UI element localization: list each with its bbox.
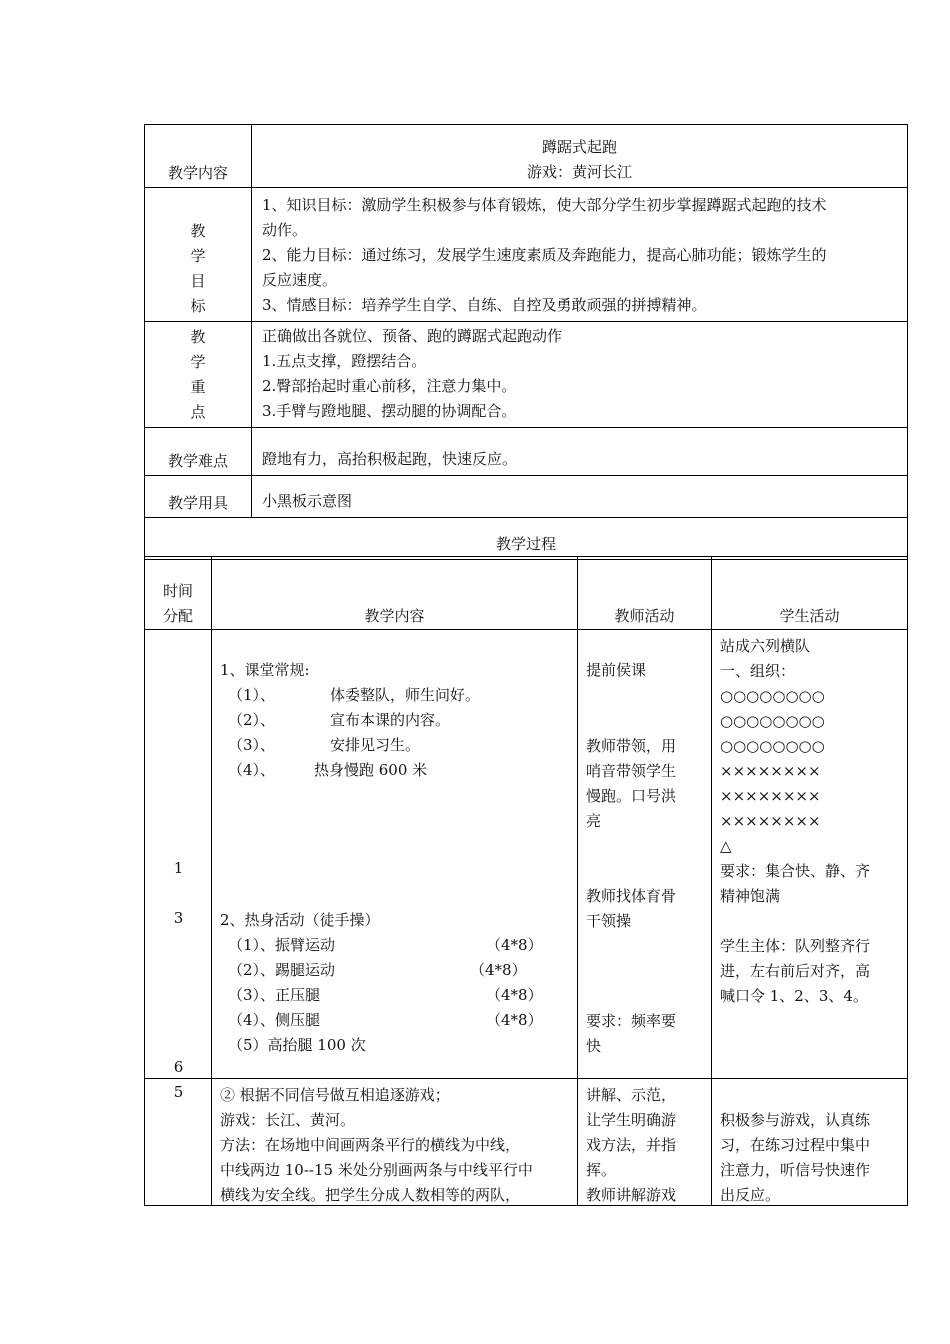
warmup-item: （5）高抬腿 100 次 — [228, 1036, 366, 1054]
key-point-line: 正确做出各就位、预备、跑的蹲踞式起跑动作 — [262, 327, 563, 345]
game-title: 游戏：黄河长江 — [526, 163, 632, 181]
routine-text: 安排见习生。 — [330, 736, 421, 754]
process-title-row — [145, 518, 908, 560]
teacher-block: 教师带领，用 哨音带领学生 慢跑。口号洪 亮 — [586, 737, 677, 830]
routine-num: （3）、 — [228, 736, 276, 754]
warmup-item: （2）、踢腿运动 — [228, 961, 336, 979]
content-row — [145, 125, 908, 188]
time-value: 1 — [173, 859, 184, 877]
teacher-block: 要求：频率要 快 — [586, 1012, 677, 1055]
lesson-info-table — [144, 124, 908, 560]
warmup-count: （4*8） — [486, 936, 543, 954]
routine-text: 体委整队，师生问好。 — [330, 686, 481, 704]
formation-row: ○○○○○○○○ — [720, 687, 825, 705]
warmup-count: （4*8） — [470, 961, 527, 979]
teacher-block: 教师找体育骨 干领操 — [586, 887, 677, 930]
goal-line: 反应速度。 — [262, 271, 338, 289]
routine-num: （1）、 — [228, 686, 276, 704]
time-value: 5 — [173, 1083, 184, 1101]
process-row-1 — [145, 630, 908, 1079]
time-cell — [145, 630, 212, 1079]
goals-cell — [252, 188, 908, 322]
formation-row: ×××××××× — [720, 812, 821, 830]
formation-row: ○○○○○○○○ — [720, 712, 825, 730]
key-point-line: 3.手臂与蹬地腿、摆动腿的协调配合。 — [262, 402, 517, 420]
student-block: 积极参与游戏，认真练 习，在练习过程中集中 注意力，听信号快速作 出反应。 — [720, 1111, 871, 1204]
tools-text: 小黑板示意图 — [252, 476, 908, 518]
process-table — [144, 556, 908, 1206]
key-point-line: 2.臀部抬起时重心前移，注意力集中。 — [262, 377, 517, 395]
key-points-row — [145, 322, 908, 428]
teacher-text: 提前侯课 — [586, 661, 647, 679]
teacher-position: △ — [720, 837, 732, 855]
tools-row — [145, 476, 908, 518]
student-block: 站成六列横队 一、组织： ○○○○○○○○ ○○○○○○○○ ○○○○○○○○ ×××××××× ×××××××× ×××××××× △ 要求：集合快、静、齐 精神饱满 — [720, 637, 871, 905]
warmup-item: （4）、侧压腿 — [228, 1011, 321, 1029]
content-cell — [212, 1079, 578, 1206]
goal-line: 2、能力目标：通过练习，发展学生速度素质及奔跑能力，提高心肺功能；锻炼学生的 — [262, 246, 827, 264]
content-cell — [212, 630, 578, 1079]
student-cell — [712, 630, 908, 1079]
formation-row: ×××××××× — [720, 787, 821, 805]
warmup-count: （4*8） — [486, 986, 543, 1004]
routine-text: 宣布本课的内容。 — [330, 711, 451, 729]
difficulty-label: 教学难点 — [145, 428, 252, 476]
process-row-2 — [145, 1079, 908, 1206]
teacher-cell — [578, 1079, 712, 1206]
teacher-cell — [578, 630, 712, 1079]
game-description: ② 根据不同信号做互相追逐游戏； 游戏：长江、黄河。 方法：在场地中间画两条平行的横线为中线， 中线两边 10--15 米处分别画两条与中线平行中 横线为安全线。把学生分成人数相等的两队， — [220, 1086, 533, 1204]
content-label: 教学内容 — [145, 125, 252, 188]
difficulty-text: 蹬地有力，高抬积极起跑，快速反应。 — [252, 428, 908, 476]
time-value: 6 — [173, 1058, 184, 1076]
routine-num: （2）、 — [228, 711, 276, 729]
key-points-cell — [252, 322, 908, 428]
warmup-item: （1）、振臂运动 — [228, 936, 336, 954]
time-header: 时间 分配 — [145, 557, 212, 630]
difficulty-row — [145, 428, 908, 476]
routine-text: 热身慢跑 600 米 — [314, 761, 428, 779]
student-block: 学生主体：队列整齐行 进，左右前后对齐，高 喊口令 1、2、3、4。 — [720, 937, 871, 1005]
warmup-title: 2、热身活动（徒手操） — [220, 911, 380, 929]
warmup-item: （3）、正压腿 — [228, 986, 321, 1004]
goals-row — [145, 188, 908, 322]
teacher-header: 教师活动 — [578, 557, 712, 630]
goal-line: 1、知识目标：激励学生积极参与体育锻炼，使大部分学生初步掌握蹲踞式起跑的技术 — [262, 196, 827, 214]
formation-row: ×××××××× — [720, 762, 821, 780]
goal-line: 3、情感目标：培养学生自学、自练、自控及勇敢顽强的拼搏精神。 — [262, 296, 707, 314]
content-cell — [252, 125, 908, 188]
teacher-block: 讲解、示范， 让学生明确游 戏方法，并指 挥。 教师讲解游戏 — [586, 1086, 677, 1204]
column-header-row — [145, 557, 908, 630]
process-title: 教学过程 — [145, 518, 908, 560]
lesson-title: 蹲踞式起跑 — [541, 138, 617, 156]
content-header: 教学内容 — [212, 557, 578, 630]
student-cell — [712, 1079, 908, 1206]
routine-title: 1、课堂常规: — [220, 661, 310, 679]
key-points-label: 教 学 重 点 — [145, 322, 252, 428]
routine-num: （4）、 — [228, 761, 276, 779]
tools-label: 教学用具 — [145, 476, 252, 518]
student-header: 学生活动 — [712, 557, 908, 630]
goals-label: 教 学 目 标 — [145, 188, 252, 322]
key-point-line: 1.五点支撑，蹬摆结合。 — [262, 352, 427, 370]
goal-line: 动作。 — [262, 221, 308, 239]
time-cell — [145, 1079, 212, 1206]
time-value: 3 — [173, 909, 184, 927]
formation-row: ○○○○○○○○ — [720, 737, 825, 755]
warmup-count: （4*8） — [486, 1011, 543, 1029]
